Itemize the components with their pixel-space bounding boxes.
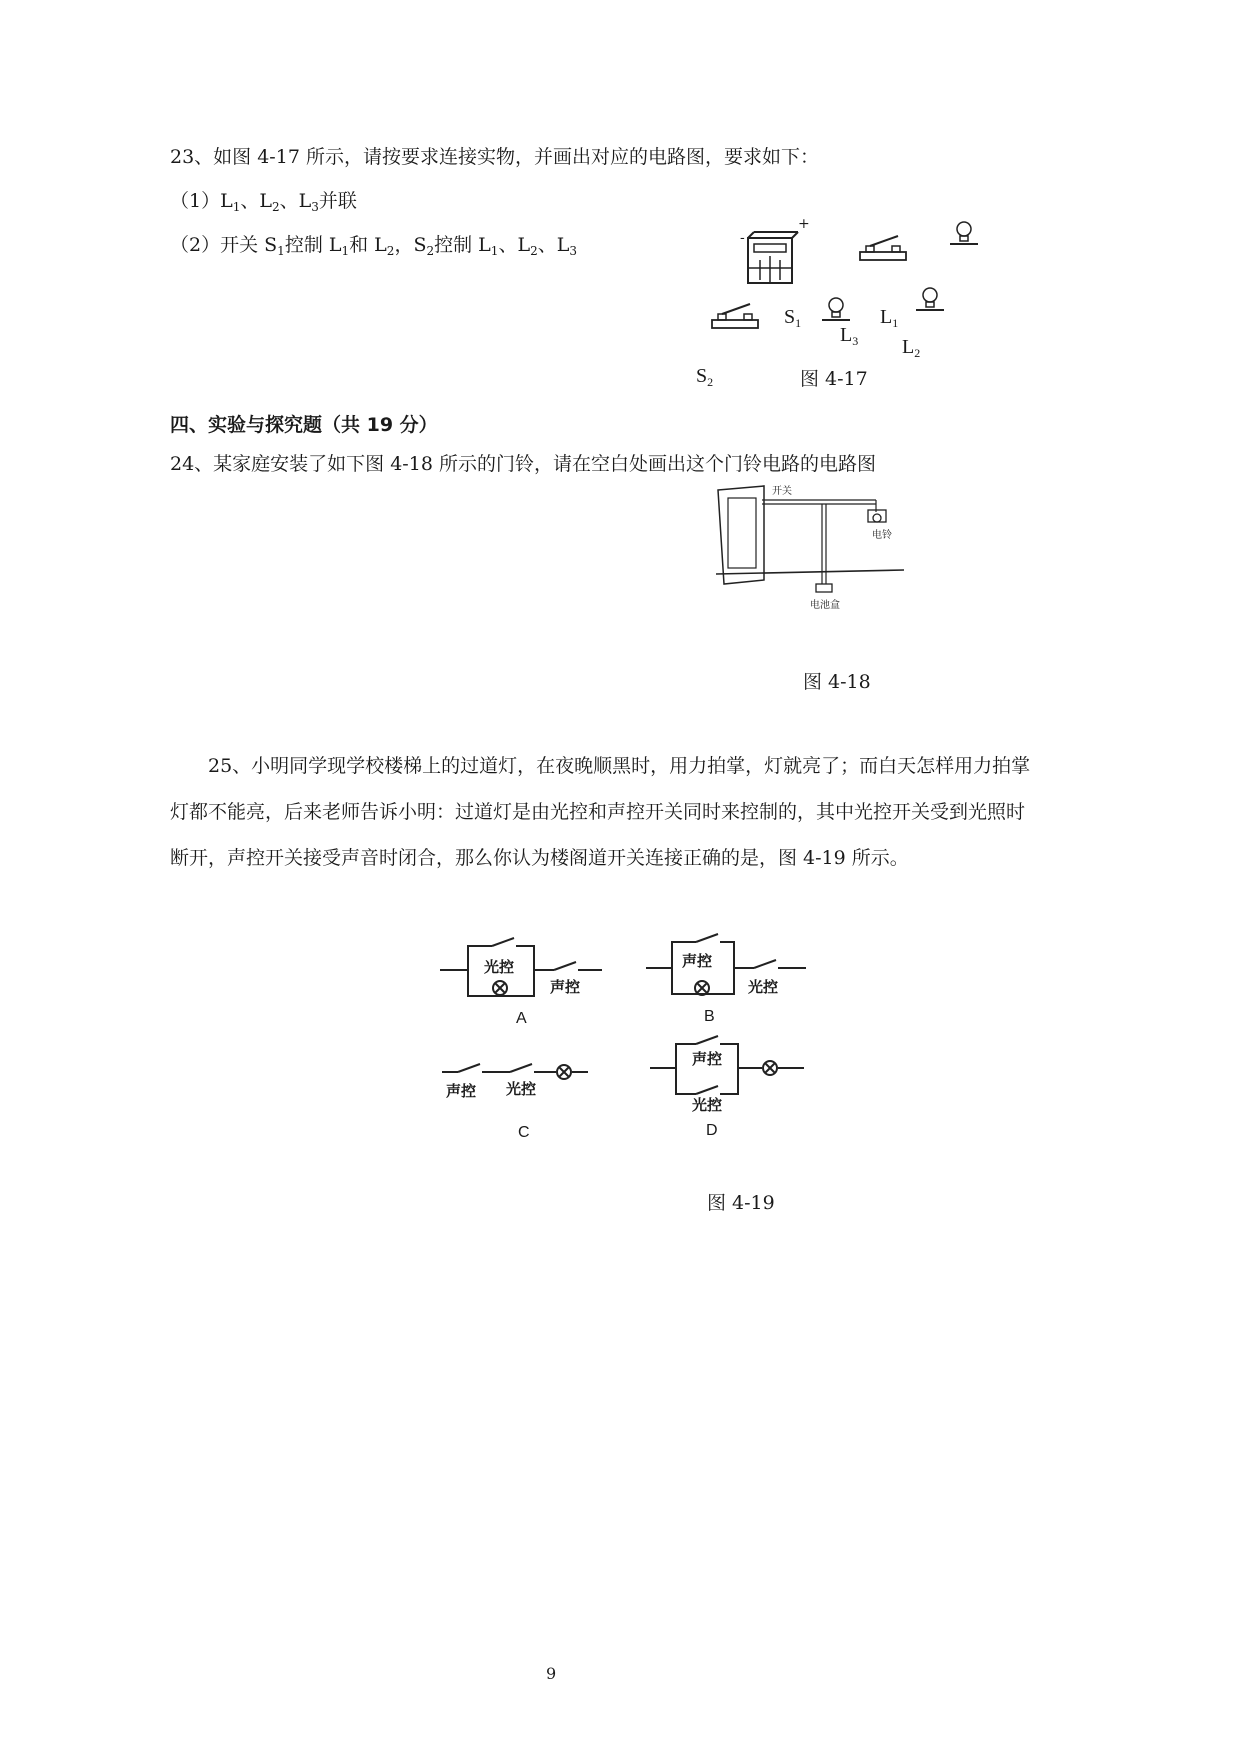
figure-4-17	[696, 216, 1070, 438]
figure-4-19	[436, 928, 816, 1148]
battery-minus-label: -	[740, 230, 745, 246]
l3-sub: 3	[852, 334, 859, 348]
l2-letter: L	[902, 336, 915, 358]
req2-L1: L	[328, 234, 342, 256]
req1-suffix: 并联	[318, 190, 357, 212]
a-light-label: 光控	[484, 958, 515, 976]
req2-S2-sub: 2	[426, 244, 435, 258]
switch-label: 开关	[772, 486, 792, 497]
l1-sub: 1	[892, 316, 899, 330]
req2-S2: S	[413, 234, 427, 256]
battery-icon	[740, 228, 800, 288]
req2-L2-sub: 2	[386, 244, 395, 258]
req1-sep2: 、	[279, 190, 299, 212]
c-sound-label: 声控	[446, 1082, 477, 1100]
req2-L2: L	[374, 234, 387, 256]
s2-sub: 2	[707, 375, 714, 389]
s2-letter: S	[696, 365, 708, 387]
q23-stem: 23、如图 4-17 所示，请按要求连接实物，并画出对应的电路图，要求如下：	[170, 146, 819, 168]
a-sound-label: 声控	[550, 978, 581, 996]
switch-s1-icon	[858, 234, 910, 262]
req2-S1-sub: 1	[277, 244, 285, 258]
label-l1	[880, 306, 898, 331]
label-l3	[840, 324, 858, 349]
b-sound-label: 声控	[682, 952, 713, 970]
s1-letter: S	[784, 306, 796, 328]
b-light-label: 光控	[748, 978, 779, 996]
figure-4-19-caption: 图 4-19	[707, 1192, 775, 1214]
q23-requirement-1	[170, 189, 357, 219]
req1-L3-sub: 3	[311, 200, 319, 214]
page-number: 9	[546, 1664, 557, 1683]
d-light-label: 光控	[692, 1096, 723, 1114]
req2-L3b: L	[556, 234, 570, 256]
option-b-label: B	[704, 1008, 715, 1025]
l2-sub: 2	[914, 346, 921, 360]
req2-sep1: 、	[498, 234, 518, 256]
l3-letter: L	[840, 324, 853, 346]
s1-sub: 1	[795, 316, 802, 330]
label-s1	[784, 306, 801, 331]
req1-L1-sub: 1	[232, 200, 241, 214]
option-a-label: A	[516, 1010, 527, 1027]
req2-L2b: L	[517, 234, 531, 256]
req1-L1: L	[220, 190, 233, 212]
lamp-l1-icon	[914, 284, 946, 316]
q24-stem: 24、某家庭安装了如下图 4-18 所示的门铃，请在空白处画出这个门铃电路的电路图	[170, 453, 876, 475]
option-d-label: D	[706, 1122, 718, 1139]
req2-L1b: L	[478, 234, 491, 256]
c-light-label: 光控	[506, 1080, 537, 1098]
d-sound-label: 声控	[692, 1050, 723, 1068]
req2-and: 和	[349, 234, 375, 256]
req2-L3b-sub: 3	[569, 244, 577, 258]
q25-text: 25、小明同学现学校楼梯上的过道灯，在夜晚顺黑时，用力拍掌，灯就亮了；而白天怎样用力拍掌灯都不能亮，后来老师告诉小明：过道灯是由光控和声控开关同时来控制的，其中光控开关受到光照时断开，声控开关接受声音时闭合，那么你认为楼阁道开关连接正确的是，图 4-19 所示。	[170, 755, 1031, 869]
battery-box-label: 电池盒	[810, 600, 840, 611]
figure-4-17-caption: 图 4-17	[800, 368, 868, 390]
req1-L3: L	[298, 190, 312, 212]
req1-L2-sub: 2	[272, 200, 280, 214]
req1-sep1: 、	[240, 190, 260, 212]
req2-L1-sub: 1	[341, 244, 350, 258]
req2-comma: ，	[394, 234, 414, 256]
option-c-label: C	[518, 1124, 530, 1141]
doorbell-diagram	[716, 484, 906, 614]
req2-S1: S	[264, 234, 278, 256]
q23-requirement-2	[170, 233, 577, 263]
lamp-l3-icon	[820, 294, 852, 326]
req2-L2b-sub: 2	[530, 244, 538, 258]
req2-ctrl2: 控制	[434, 234, 479, 256]
section-4-title: 四、实验与探究题（共 19 分）	[170, 414, 438, 436]
label-s2	[696, 365, 713, 390]
req2-prefix: （2）开关	[170, 234, 265, 256]
req2-sep2: 、	[537, 234, 557, 256]
req2-L1b-sub: 1	[490, 244, 499, 258]
req1-prefix: （1）	[170, 190, 221, 212]
bell-label: 电铃	[872, 530, 892, 541]
figure-4-18	[716, 484, 906, 614]
req1-L2: L	[259, 190, 272, 212]
switch-s2-icon	[710, 302, 762, 330]
lamp-icon	[948, 218, 980, 250]
req2-ctrl: 控制	[284, 234, 329, 256]
figure-4-18-caption: 图 4-18	[803, 671, 871, 693]
label-l2	[902, 336, 920, 361]
battery-plus-label: +	[798, 216, 810, 232]
l1-letter: L	[880, 306, 893, 328]
